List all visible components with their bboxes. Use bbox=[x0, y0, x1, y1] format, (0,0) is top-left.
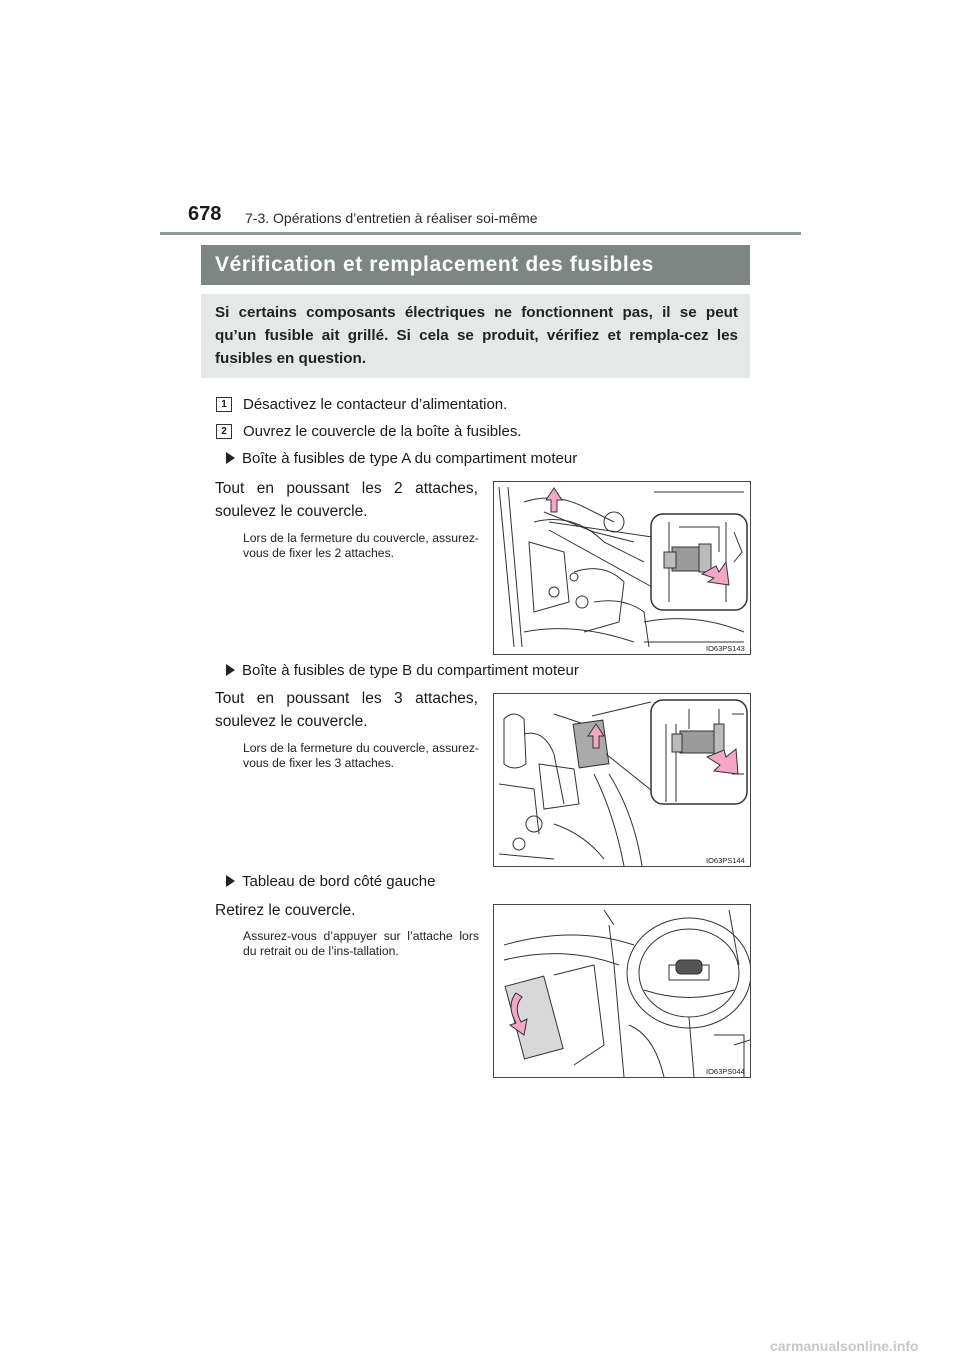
engine-compartment-b-illustration bbox=[494, 694, 750, 866]
section-title: 7-3. Opérations d’entretien à réaliser soi-même bbox=[245, 210, 538, 226]
subsection-a-note: Lors de la fermeture du couvercle, assurez-vous de fixer les 2 attaches. bbox=[243, 531, 479, 560]
figure-c-label: IO63PS044 bbox=[706, 1067, 745, 1076]
intro-box: Si certains composants électriques ne fonctionnent pas, il se peut qu’un fusible ait grillé. Si cela se produit, vérifiez et rempla-cez les fusibles en question. bbox=[201, 294, 750, 378]
watermark: carmanualsonline.info bbox=[770, 1338, 919, 1354]
figure-fusebox-a bbox=[493, 481, 751, 655]
bullet-triangle-icon bbox=[226, 664, 235, 676]
figure-dashboard bbox=[493, 904, 751, 1078]
figure-b-label: IO63PS144 bbox=[706, 856, 745, 865]
subsection-c-heading-text: Tableau de bord côté gauche bbox=[242, 873, 436, 890]
subsection-b-instruction: Tout en poussant les 3 attaches, soulevez le couvercle. bbox=[215, 690, 478, 730]
subsection-a-heading bbox=[226, 450, 577, 467]
step-text-2: Ouvrez le couvercle de la boîte à fusibles. bbox=[243, 423, 522, 440]
subsection-c-note: Assurez-vous d’appuyer sur l’attache lors du retrait ou de l’ins-tallation. bbox=[243, 929, 479, 958]
figure-fusebox-b bbox=[493, 693, 751, 867]
lift-arrow-icon bbox=[546, 488, 562, 512]
dashboard-illustration bbox=[494, 905, 750, 1077]
page-number: 678 bbox=[188, 203, 222, 225]
subsection-b-heading-text: Boîte à fusibles de type B du compartiment moteur bbox=[242, 662, 579, 679]
subsection-c-instruction: Retirez le couvercle. bbox=[215, 902, 356, 919]
engine-compartment-a-illustration bbox=[494, 482, 750, 654]
subsection-a-instruction: Tout en poussant les 2 attaches, soulevez le couvercle. bbox=[215, 480, 478, 520]
page-title: Vérification et remplacement des fusibles bbox=[201, 245, 750, 285]
subsection-a-heading-text: Boîte à fusibles de type A du compartiment moteur bbox=[242, 450, 578, 467]
subsection-b-heading bbox=[226, 662, 579, 679]
figure-a-label: IO63PS143 bbox=[706, 644, 745, 653]
subsection-b-note: Lors de la fermeture du couvercle, assurez-vous de fixer les 3 attaches. bbox=[243, 741, 479, 770]
bullet-triangle-icon bbox=[226, 875, 235, 887]
step-text-1: Désactivez le contacteur d’alimentation. bbox=[243, 396, 508, 413]
bullet-triangle-icon bbox=[226, 452, 235, 464]
step-number-1: 1 bbox=[216, 397, 232, 412]
subsection-c-heading bbox=[226, 873, 435, 890]
step-number-2: 2 bbox=[216, 424, 232, 439]
header-divider bbox=[160, 232, 801, 235]
